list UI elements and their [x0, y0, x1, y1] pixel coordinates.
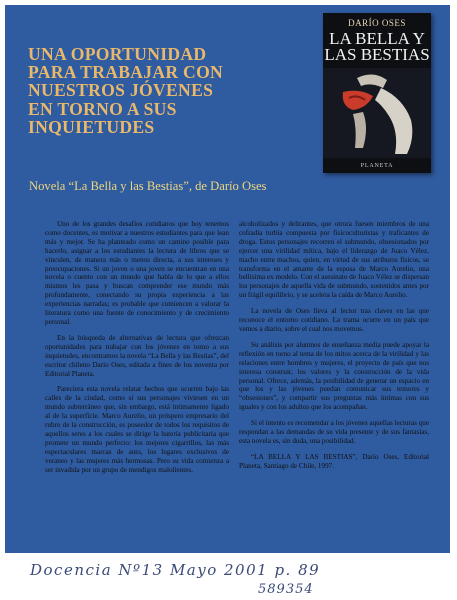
- body-paragraph: Uno de los grandes desafíos cotidianos que hoy tenemos como docentes, es motivar a nuestros estudiantes para que lean más y mejor. Se ha planteado como un camino posible para hacerlo, asignar a los estudiantes la lectura de libros que se vinculen, de manera más o menos directa, a sus intereses y preocupaciones. Si un joven o una joven se encuentran en una novela o cuento con un mundo que habla de lo que a ellos mismos les pasa y buscan comprender ese mundo más profundamente, conectando su propia experiencia a las experiencias narradas; es probable que comiencen a valorar la literatura como una fuente de conocimiento y de crecimiento personal.: [45, 220, 229, 326]
- title-line: UNA OPORTUNIDAD: [28, 44, 207, 64]
- title-line: INQUIETUDES: [28, 116, 155, 137]
- book-cover-title-line: LA BELLA Y: [329, 29, 425, 48]
- article-body-left-column: [45, 220, 229, 481]
- book-cover-title: [323, 31, 431, 63]
- body-paragraph: En la búsqueda de alternativas de lectura que ofrezcan oportunidades para trabajar con los jóvenes en torno a sus inquietudes, encontramos la novela “La Bella y las Bestias”, del escritor chileno Darío Oses, editada a fines de los noventa por Editorial Planeta.: [45, 333, 229, 378]
- article-page: [5, 5, 450, 553]
- book-cover-image: [323, 13, 431, 173]
- title-line: EN TORNO A SUS: [28, 98, 177, 119]
- body-paragraph: Su análisis por alumnos de enseñanza media puede apoyar la reflexión en torno al tema de los mitos acerca de la virilidad y las relaciones entre hombres y mujeres, el proyecto de país que nos interesa construir, los valores y la construcción de la vida personal. Ofrece, además, la posibilidad de generar un espacio en que los y las jóvenes puedan comunicar sus temores y “obsesiones”, y compartir sus preguntas más íntimas con sus iguales y con los adultos que los acompañan.: [239, 340, 429, 412]
- body-paragraph: alcoholizados y delirantes, que otrora fuesen miembros de una cofradía turbia compuesta por fisicoculturistas y traficantes de droga. Estos personajes recorren el submundo, obsesionados por ejercer una virilidad mítica, bajo el liderazgo de Juaco Vélez, macho entre machos, quien, en virtud de sus atributos físicos, se transforma en el amante de la esposa de Marco Aurelio, una bellísima ex modelo. Con el asesinato de Juaco Vélez se dispersan los personajes de aquella vida de submundo, sostenidos antes por un frágil equilibrio, y se acelera la caída de Marco Aurelio.: [239, 220, 429, 300]
- book-cover-illustration: [323, 68, 431, 158]
- article-subtitle: Novela “La Bella y las Bestias”, de Darío Oses: [29, 179, 267, 193]
- body-paragraph: Si el intento es recomendar a los jóvenes aquellas lecturas que respondan a las demandas de su vida presente y de sus fantasías, esta novela es, sin duda, una posibilidad.: [239, 419, 429, 445]
- book-cover-publisher: PLANETA: [360, 163, 394, 169]
- article-body-right-column: [239, 220, 429, 478]
- book-reference: “LA BELLA Y LAS BESTIAS”, Darío Oses, Editorial Planeta, Santiago de Chile, 1997.: [239, 452, 429, 470]
- body-paragraph: La novela de Oses lleva al lector tras claves en las que reconoce el entorno cotidiano. La trama ocurre en un país que vemos a diario, sobre el cual nos movemos.: [239, 307, 429, 333]
- body-paragraph: Pareciera esta novela relatar hechos que ocurren bajo las calles de la ciudad, como si sus personajes viviesen en un mundo subterráneo que, sin embargo, está íntimamente ligado al de la superficie. Marco Aurelio, un próspero empresario del rubro de la construcción, es poseedor de todos los requisitos de aquellos seres a los cuales se dirige la batería publicitaria que promete un mundo perfecto: los mejores cigarrillos, las más espectaculares marcas de auto, los lugares exclusivos de veraneo y las mujeres más hermosas. Pero su vida comienza a ser invadida por un grupo de mendigos malolientes,: [45, 385, 229, 474]
- title-line: NUESTROS JÓVENES: [28, 80, 214, 101]
- handwritten-citation: Docencia Nº13 Mayo 2001 p. 89: [30, 561, 321, 579]
- book-cover-author: DARÍO OSES: [348, 18, 406, 28]
- handwritten-catalog-number: 589354: [258, 582, 314, 597]
- article-title: [28, 45, 328, 136]
- title-line: PARA TRABAJAR CON: [28, 62, 224, 83]
- book-cover-title-line: LAS BESTIAS: [324, 45, 430, 64]
